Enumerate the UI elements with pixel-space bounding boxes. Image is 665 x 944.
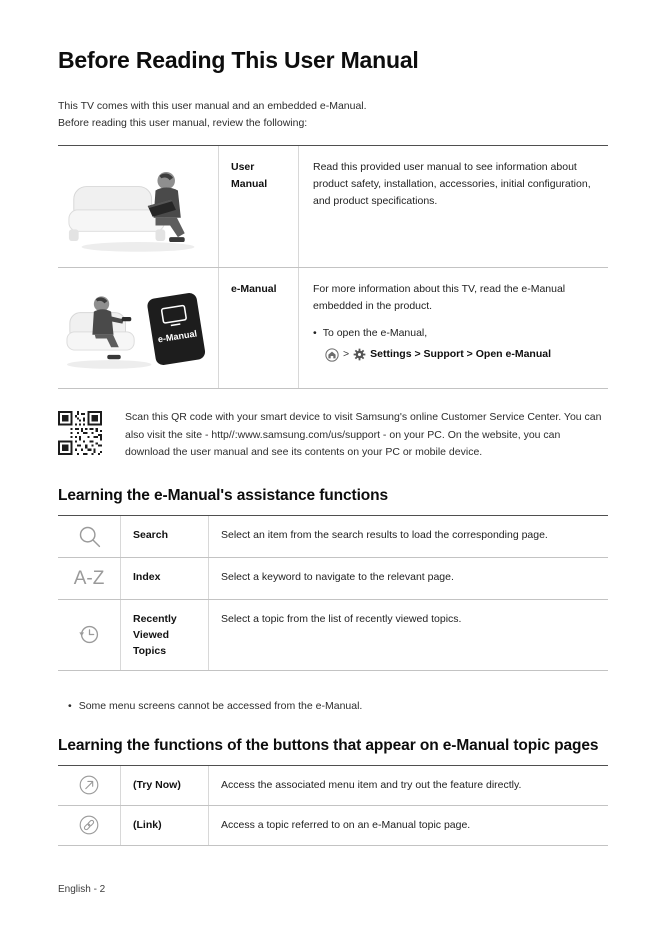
row-label-index: Index xyxy=(120,558,208,599)
home-icon xyxy=(325,348,339,362)
row-description-link: Access a topic referred to on an e-Manual topic page. xyxy=(208,806,608,845)
e-manual-description: For more information about this TV, read the e-Manual embedded in the product. xyxy=(313,283,566,312)
user-manual-illustration xyxy=(58,146,218,267)
intro-paragraph xyxy=(58,98,608,132)
buttons-heading: Learning the functions of the buttons that appear on e-Manual topic pages xyxy=(58,736,599,754)
path-separator: > xyxy=(343,348,350,360)
table-row-link xyxy=(58,806,608,846)
person-remote-illustration xyxy=(66,278,210,378)
person-reading-illustration xyxy=(66,158,210,256)
az-glyph: A-Z xyxy=(73,567,105,589)
chain-link-circle-icon xyxy=(58,806,120,845)
row-label-e-manual: e-Manual xyxy=(218,268,298,388)
page-title: Before Reading This User Manual xyxy=(58,47,419,73)
az-text-icon xyxy=(58,558,120,599)
settings-path-text: Settings > Support > Open e-Manual xyxy=(370,348,551,360)
menu-path xyxy=(325,346,596,363)
intro-line-2: Before reading this user manual, review the following: xyxy=(58,117,308,129)
row-label-link: (Link) xyxy=(120,806,208,845)
open-e-manual-bullet xyxy=(313,325,596,341)
row-label-try-now: (Try Now) xyxy=(120,766,208,805)
e-manual-illustration xyxy=(58,268,218,388)
row-label-recently-viewed: Recently Viewed Topics xyxy=(120,600,208,670)
table-row-recently-viewed xyxy=(58,600,608,671)
row-description-try-now: Access the associated menu item and try out the feature directly. xyxy=(208,766,608,805)
qr-code xyxy=(58,409,102,462)
intro-line-1: This TV comes with this user manual and an embedded e-Manual. xyxy=(58,100,367,112)
arrow-up-right-circle-icon xyxy=(58,766,120,805)
table-row-index xyxy=(58,558,608,600)
e-manual-card-label: e-Manual xyxy=(157,328,198,345)
qr-description: Scan this QR code with your smart device to visit Samsung's online Customer Service Center. You can also visit the site - http//:www.samsung.com/us/support - on your PC. On the website, you can download the user manual and see its contents on your PC or mobile device. xyxy=(125,411,602,458)
row-label-search: Search xyxy=(120,516,208,557)
table-row-search xyxy=(58,516,608,558)
row-description-user-manual: Read this provided user manual to see information about product safety, installation, accessories, initial configuration, and product specifications. xyxy=(298,146,608,267)
buttons-table xyxy=(58,765,608,846)
e-manual-card xyxy=(146,292,206,366)
row-description-search: Select an item from the search results to load the corresponding page. xyxy=(208,516,608,557)
table-row-try-now xyxy=(58,766,608,806)
qr-code-image xyxy=(58,411,102,455)
row-description-recently-viewed: Select a topic from the list of recently viewed topics. xyxy=(208,600,608,670)
search-icon xyxy=(58,516,120,557)
table-row-e-manual xyxy=(58,268,608,389)
qr-section xyxy=(58,409,608,462)
table-row-user-manual xyxy=(58,146,608,268)
manual-overview-table xyxy=(58,145,608,389)
row-label-user-manual: User Manual xyxy=(218,146,298,267)
gear-icon xyxy=(353,348,366,361)
assistance-heading: Learning the e-Manual's assistance functions xyxy=(58,486,389,504)
assistance-table xyxy=(58,515,608,671)
history-clock-icon xyxy=(58,600,120,670)
bullet-text: • To open the e-Manual, xyxy=(322,327,428,339)
page-footer: English - 2 xyxy=(58,884,106,895)
row-description-e-manual xyxy=(298,268,608,388)
note-text: • Some menu screens cannot be accessed from the e-Manual. xyxy=(78,699,363,712)
row-description-index: Select a keyword to navigate to the relevant page. xyxy=(208,558,608,599)
e-manual-note xyxy=(68,698,608,714)
